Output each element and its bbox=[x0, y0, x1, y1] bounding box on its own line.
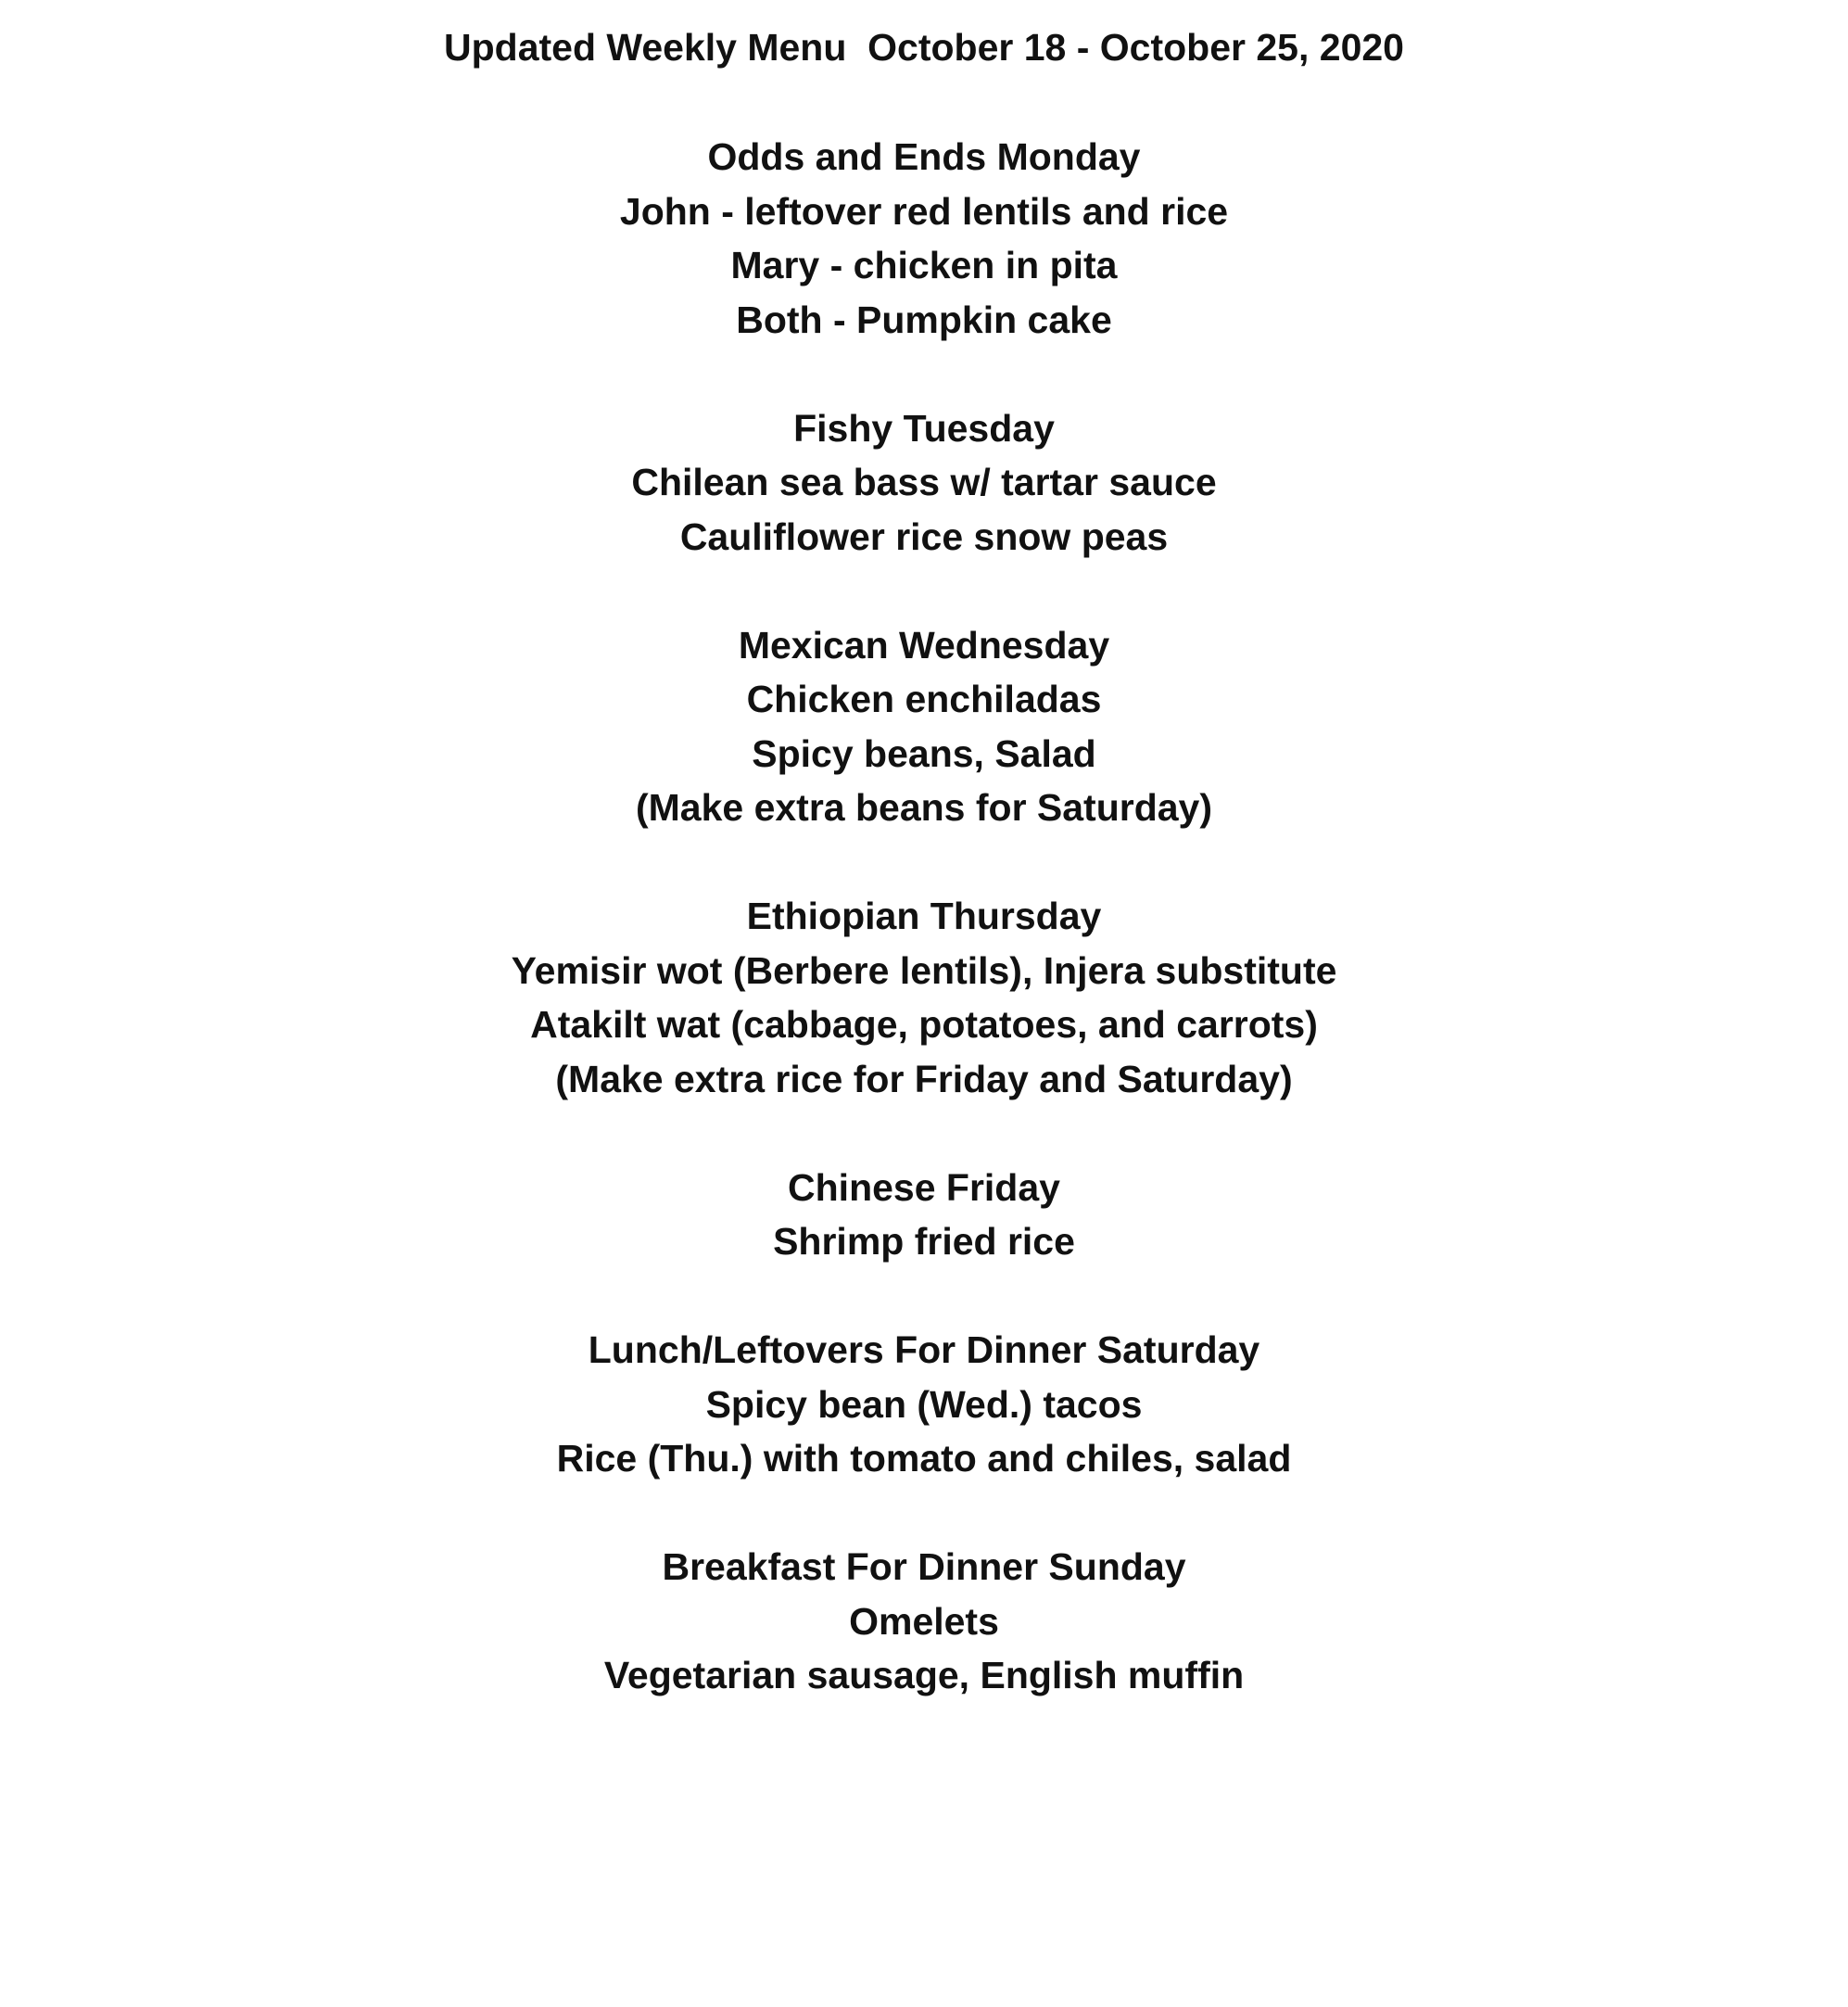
day-heading: Ethiopian Thursday bbox=[746, 895, 1102, 937]
day-section-thursday bbox=[0, 889, 1848, 1106]
menu-item: Atakilt wat (cabbage, potatoes, and carrots) bbox=[530, 1003, 1318, 1046]
menu-item: Chilean sea bass w/ tartar sauce bbox=[631, 461, 1217, 503]
menu-item: Mary - chicken in pita bbox=[730, 244, 1118, 286]
menu-item: Chicken enchiladas bbox=[746, 678, 1102, 720]
menu-item: Cauliflower rice snow peas bbox=[679, 514, 1169, 558]
menu-item: John - leftover red lentils and rice bbox=[619, 189, 1229, 233]
day-heading: Fishy Tuesday bbox=[793, 406, 1055, 450]
day-section-sunday bbox=[0, 1540, 1848, 1703]
menu-item: Vegetarian sausage, English muffin bbox=[603, 1654, 1245, 1696]
menu-item: Rice (Thu.) with tomato and chiles, salad bbox=[556, 1437, 1292, 1480]
day-heading: Odds and Ends Monday bbox=[707, 135, 1141, 178]
menu-item: Spicy beans, Salad bbox=[752, 731, 1096, 775]
day-section-wednesday bbox=[0, 618, 1848, 835]
day-section-saturday bbox=[0, 1323, 1848, 1486]
menu-item: Both - Pumpkin cake bbox=[736, 298, 1112, 341]
menu-note: (Make extra rice for Friday and Saturday) bbox=[555, 1057, 1293, 1100]
day-section-monday bbox=[0, 130, 1848, 347]
menu-item: Yemisir wot (Berbere lentils), Injera substitute bbox=[511, 948, 1337, 992]
menu-item: Omelets bbox=[849, 1599, 999, 1643]
menu-title: Updated Weekly Menu October 18 - October 25, 2020 bbox=[444, 26, 1404, 69]
menu-list bbox=[0, 130, 1848, 1757]
menu-item: Shrimp fried rice bbox=[773, 1220, 1075, 1263]
menu-note: (Make extra beans for Saturday) bbox=[635, 786, 1213, 829]
menu-item: Spicy bean (Wed.) tacos bbox=[705, 1382, 1143, 1426]
day-heading: Breakfast For Dinner Sunday bbox=[662, 1545, 1186, 1588]
day-section-friday bbox=[0, 1161, 1848, 1269]
day-heading: Lunch/Leftovers For Dinner Saturday bbox=[588, 1328, 1260, 1371]
day-heading: Chinese Friday bbox=[788, 1165, 1060, 1209]
day-heading: Mexican Wednesday bbox=[738, 623, 1110, 667]
day-section-tuesday bbox=[0, 401, 1848, 565]
